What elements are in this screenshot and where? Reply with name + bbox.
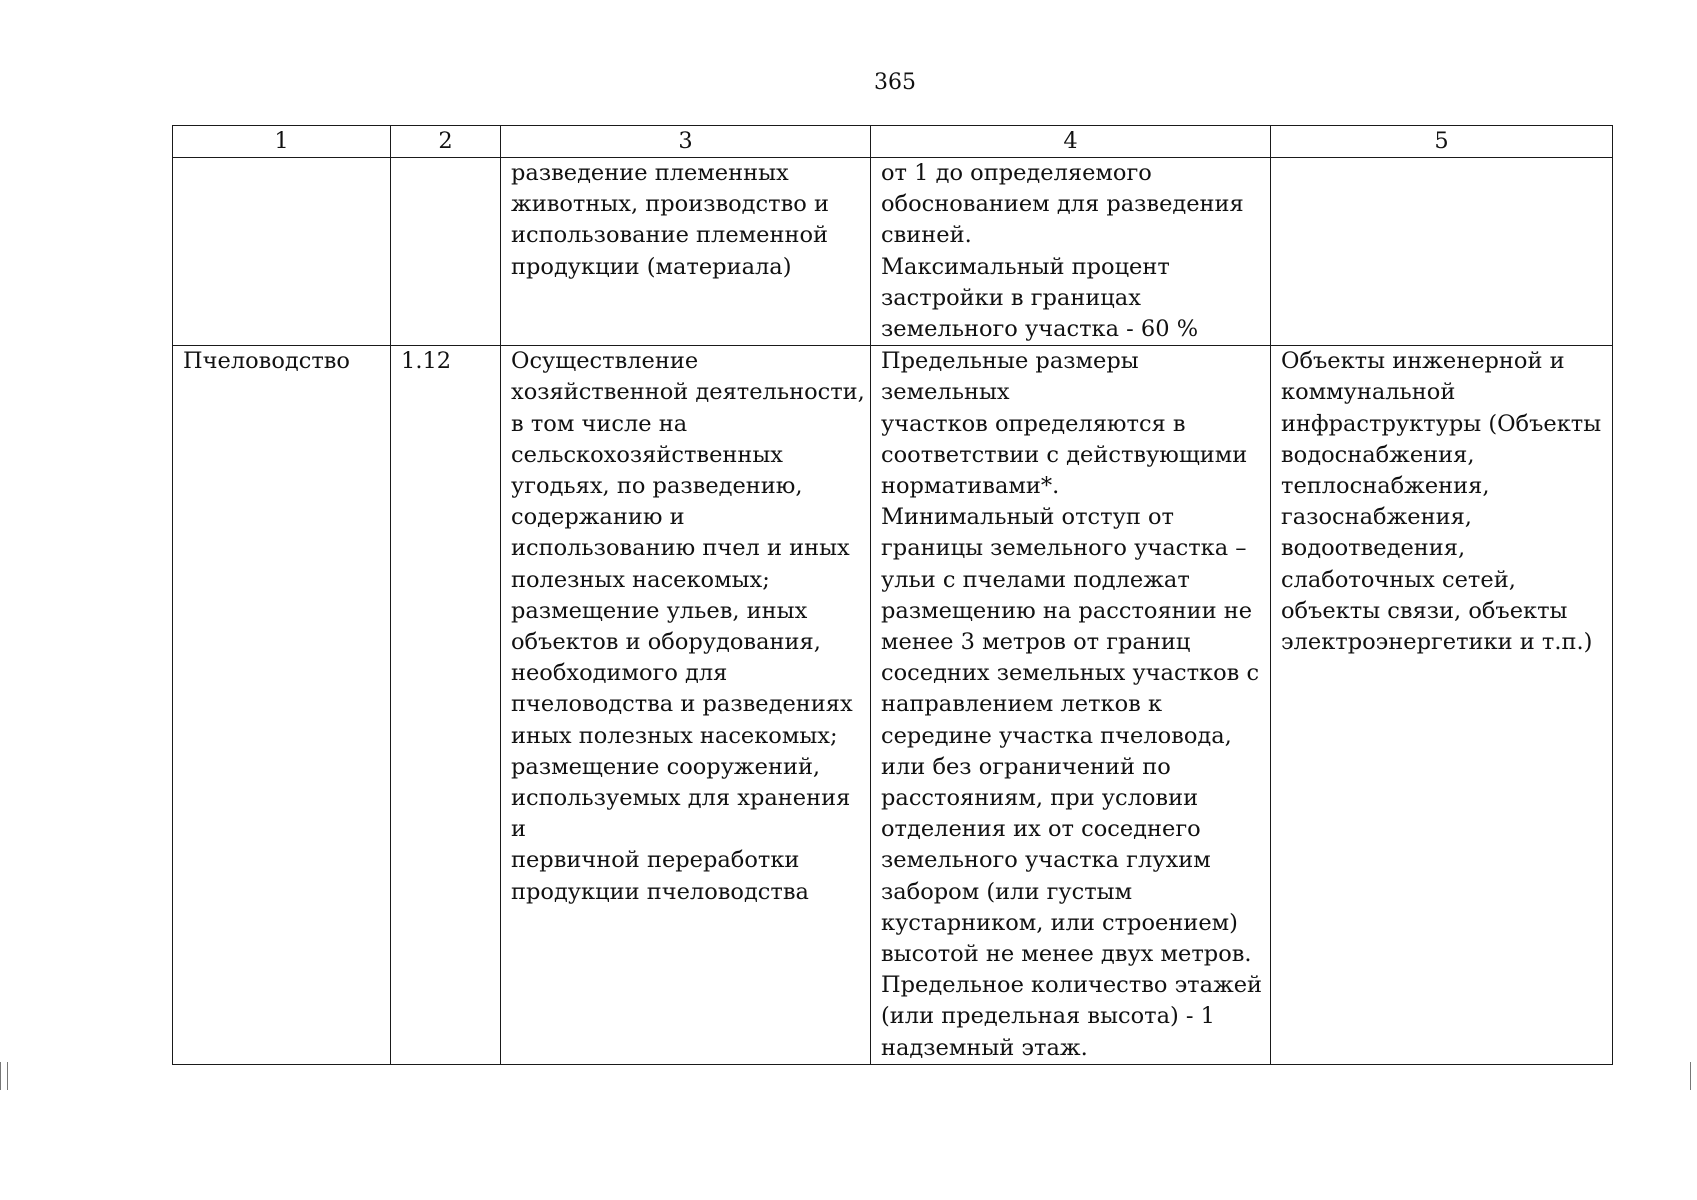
table-row: [173, 346, 1613, 1065]
permitted-objects-cell: Объекты инженерной и коммунальной инфраструктуры (Объекты водоснабжения, теплоснабжения, газоснабжения, водоотведения, слаботочных сетей, объекты связи, объекты электроэнергетики и т.п.): [1271, 346, 1613, 1065]
permitted-objects-cell: [1271, 158, 1613, 346]
use-type-code-cell: 1.12: [391, 346, 501, 1065]
use-type-name-cell: Пчеловодство: [173, 346, 391, 1065]
table-row: [173, 158, 1613, 346]
regulations-table: [172, 125, 1613, 1065]
column-number-5: 5: [1271, 126, 1613, 158]
table-header-row: [173, 126, 1613, 158]
column-number-3: 3: [501, 126, 871, 158]
parameters-cell: Предельные размеры земельных участков определяются в соответствии с действующими нормативами*. Минимальный отступ от границы земельного участка – ульи с пчелами подлежат размещению на расстоянии не менее 3 метров от границ соседних земельных участков с направлением летков к середине участка пчеловода, или без ограничений по расстояниям, при условии отделения их от соседнего земельного участка глухим забором (или густым кустарником, или строением) высотой не менее двух метров. Предельное количество этажей (или предельная высота) - 1 надземный этаж.: [871, 346, 1271, 1065]
binding-mark-left: [0, 1062, 8, 1090]
use-type-code-cell: [391, 158, 501, 346]
binding-mark-right: [1690, 1062, 1697, 1090]
use-description-cell: Осуществление хозяйственной деятельности, в том числе на сельскохозяйственных угодьях, по разведению, содержанию и использованию пчел и иных полезных насекомых; размещение ульев, иных объектов и оборудования, необходимого для пчеловодства и разведениях иных полезных насекомых; размещение сооружений, используемых для хранения и первичной переработки продукции пчеловодства: [501, 346, 871, 1065]
parameters-cell: от 1 до определяемого обоснованием для разведения свиней. Максимальный процент застройки в границах земельного участка - 60 %: [871, 158, 1271, 346]
page-number: 365: [874, 70, 916, 95]
column-number-2: 2: [391, 126, 501, 158]
column-number-1: 1: [173, 126, 391, 158]
use-type-name-cell: [173, 158, 391, 346]
column-number-4: 4: [871, 126, 1271, 158]
use-description-cell: разведение племенных животных, производство и использование племенной продукции (материала): [501, 158, 871, 346]
